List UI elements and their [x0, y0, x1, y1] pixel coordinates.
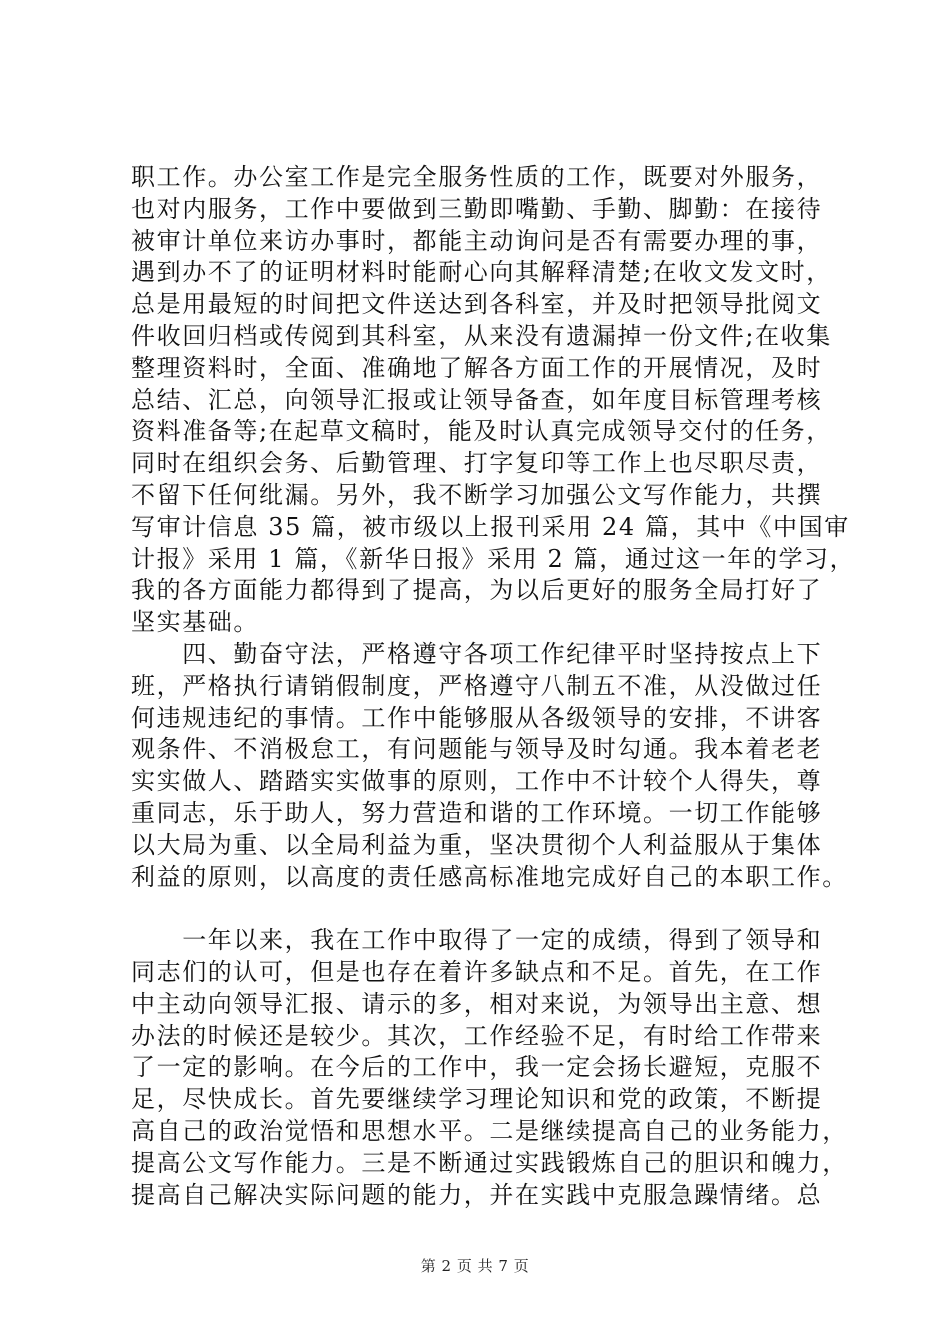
text-line: 何违规违纪的事情。工作中能够服从各级领导的安排，不讲客: [131, 703, 823, 732]
paragraph-2: [131, 639, 848, 893]
text-line: 整理资料时，全面、准确地了解各方面工作的开展情况，及时: [131, 353, 823, 382]
text-line: 观条件、不消极怠工，有问题能与领导及时勾通。我本着老老: [131, 735, 823, 764]
text-line: 班，严格执行请销假制度，严格遵守八制五不准，从没做过任: [131, 671, 823, 700]
text-line: 高自己的政治觉悟和思想水平。二是继续提高自己的业务能力，: [131, 1116, 848, 1145]
text-line: 写审计信息 35 篇，被市级以上报刊采用 24 篇，其中《中国审: [131, 512, 850, 541]
text-line: 总是用最短的时间把文件送达到各科室，并及时把领导批阅文: [131, 290, 823, 319]
text-line: 件收回归档或传阅到其科室，从来没有遗漏掉一份文件;在收集: [131, 321, 832, 350]
text-line: 实实做人、踏踏实实做事的原则，工作中不计较个人得失，尊: [131, 767, 823, 796]
document-body: [131, 162, 856, 1211]
paragraph-1: [131, 162, 856, 639]
text-line: 提高自己解决实际问题的能力，并在实践中克服急躁情绪。总: [131, 1180, 823, 1209]
text-line: 四、勤奋守法，严格遵守各项工作纪律平时坚持按点上下: [131, 639, 823, 668]
text-line: 我的各方面能力都得到了提高，为以后更好的服务全局打好了: [131, 576, 823, 605]
text-line: 提高公文写作能力。三是不断通过实践锻炼自己的胆识和魄力，: [131, 1148, 848, 1177]
paragraph-3: [131, 925, 848, 1211]
text-line: 计报》采用 1 篇，《新华日报》采用 2 篇，通过这一年的学习，: [131, 544, 856, 573]
text-line: 重同志，乐于助人，努力营造和谐的工作环境。一切工作能够: [131, 798, 823, 827]
text-line: 一年以来，我在工作中取得了一定的成绩，得到了领导和: [131, 926, 823, 955]
text-line: 总结、汇总，向领导汇报或让领导备查，如年度目标管理考核: [131, 385, 823, 414]
text-line: 中主动向领导汇报、请示的多，相对来说，为领导出主意、想: [131, 989, 823, 1018]
text-line: 遇到办不了的证明材料时能耐心向其解释清楚;在收文发文时，: [131, 258, 832, 287]
page-number-footer: 第 2 页 共 7 页: [420, 1257, 530, 1275]
text-line: 被审计单位来访办事时，都能主动询问是否有需要办理的事，: [131, 226, 823, 255]
text-line: 不留下任何纰漏。另外，我不断学习加强公文写作能力，共撰: [131, 480, 823, 509]
text-line: 同时在组织会务、后勤管理、打字复印等工作上也尽职尽责，: [131, 449, 823, 478]
text-line: 办法的时候还是较少。其次，工作经验不足，有时给工作带来: [131, 1021, 823, 1050]
text-line: 以大局为重、以全局利益为重，坚决贯彻个人利益服从于集体: [131, 830, 823, 859]
text-line: 也对内服务，工作中要做到三勤即嘴勤、手勤、脚勤：在接待: [131, 194, 823, 223]
text-line: 了一定的影响。在今后的工作中，我一定会扬长避短，克服不: [131, 1053, 823, 1082]
text-line: 同志们的认可，但是也存在着许多缺点和不足。首先，在工作: [131, 957, 823, 986]
text-line: 坚实基础。: [131, 608, 259, 637]
text-line: 利益的原则，以高度的责任感高标准地完成好自己的本职工作。: [131, 862, 848, 891]
paragraph-spacer: [131, 893, 831, 925]
text-line: 资料准备等;在起草文稿时，能及时认真完成领导交付的任务，: [131, 417, 832, 446]
text-line: 职工作。办公室工作是完全服务性质的工作，既要对外服务，: [131, 163, 823, 191]
text-line: 足，尽快成长。首先要继续学习理论知识和党的政策，不断提: [131, 1085, 823, 1114]
